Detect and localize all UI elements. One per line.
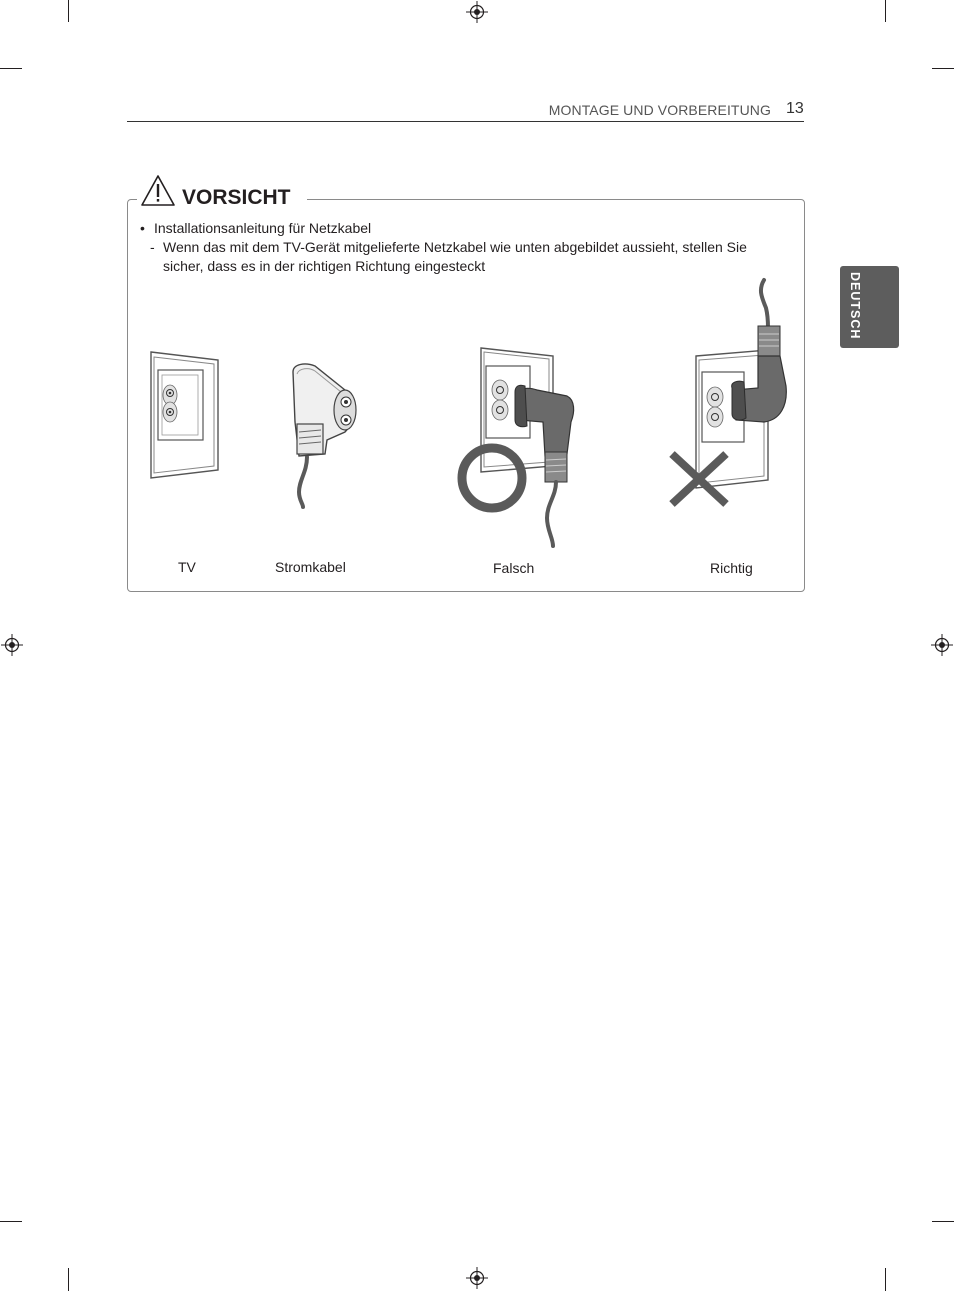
crop-mark	[0, 1221, 22, 1222]
dash-marker: -	[150, 239, 155, 255]
language-tab-label: DEUTSCH	[848, 272, 862, 340]
figure-label-power-cable: Stromkabel	[275, 559, 346, 575]
registration-mark-icon	[466, 1, 488, 23]
crop-mark	[885, 0, 886, 22]
bullet-marker: •	[140, 220, 145, 236]
section-title: MONTAGE UND VORBEREITUNG	[548, 102, 771, 118]
crop-mark	[68, 1268, 69, 1291]
crop-mark	[932, 1221, 954, 1222]
language-tab	[840, 266, 899, 348]
registration-mark-icon	[931, 634, 953, 656]
figure-label-wrong: Falsch	[493, 560, 535, 576]
warning-triangle-icon	[140, 174, 176, 207]
instruction-line: Wenn das mit dem TV-Gerät mitgelieferte Netzkabel wie unten abgebildet aussieht, stellen Sie	[163, 239, 747, 255]
page-number: 13	[786, 100, 804, 117]
caution-title: VORSICHT	[182, 186, 291, 209]
registration-mark-icon	[1, 634, 23, 656]
bullet-text: Installationsanleitung für Netzkabel	[154, 220, 372, 236]
tv-socket-illustration	[148, 350, 222, 480]
crop-mark	[932, 68, 954, 69]
figure-label-correct: Richtig	[710, 560, 753, 576]
registration-mark-icon	[466, 1267, 488, 1289]
crop-mark	[68, 0, 69, 22]
correct-orientation-illustration	[664, 276, 794, 512]
power-cable-illustration	[285, 362, 365, 512]
wrong-orientation-illustration	[455, 346, 585, 552]
instruction-line: sicher, dass es in der richtigen Richtung eingesteckt	[163, 258, 486, 274]
figure-label-tv: TV	[178, 559, 196, 575]
crop-mark	[0, 68, 22, 69]
crop-mark	[885, 1268, 886, 1291]
header-divider	[127, 121, 804, 122]
